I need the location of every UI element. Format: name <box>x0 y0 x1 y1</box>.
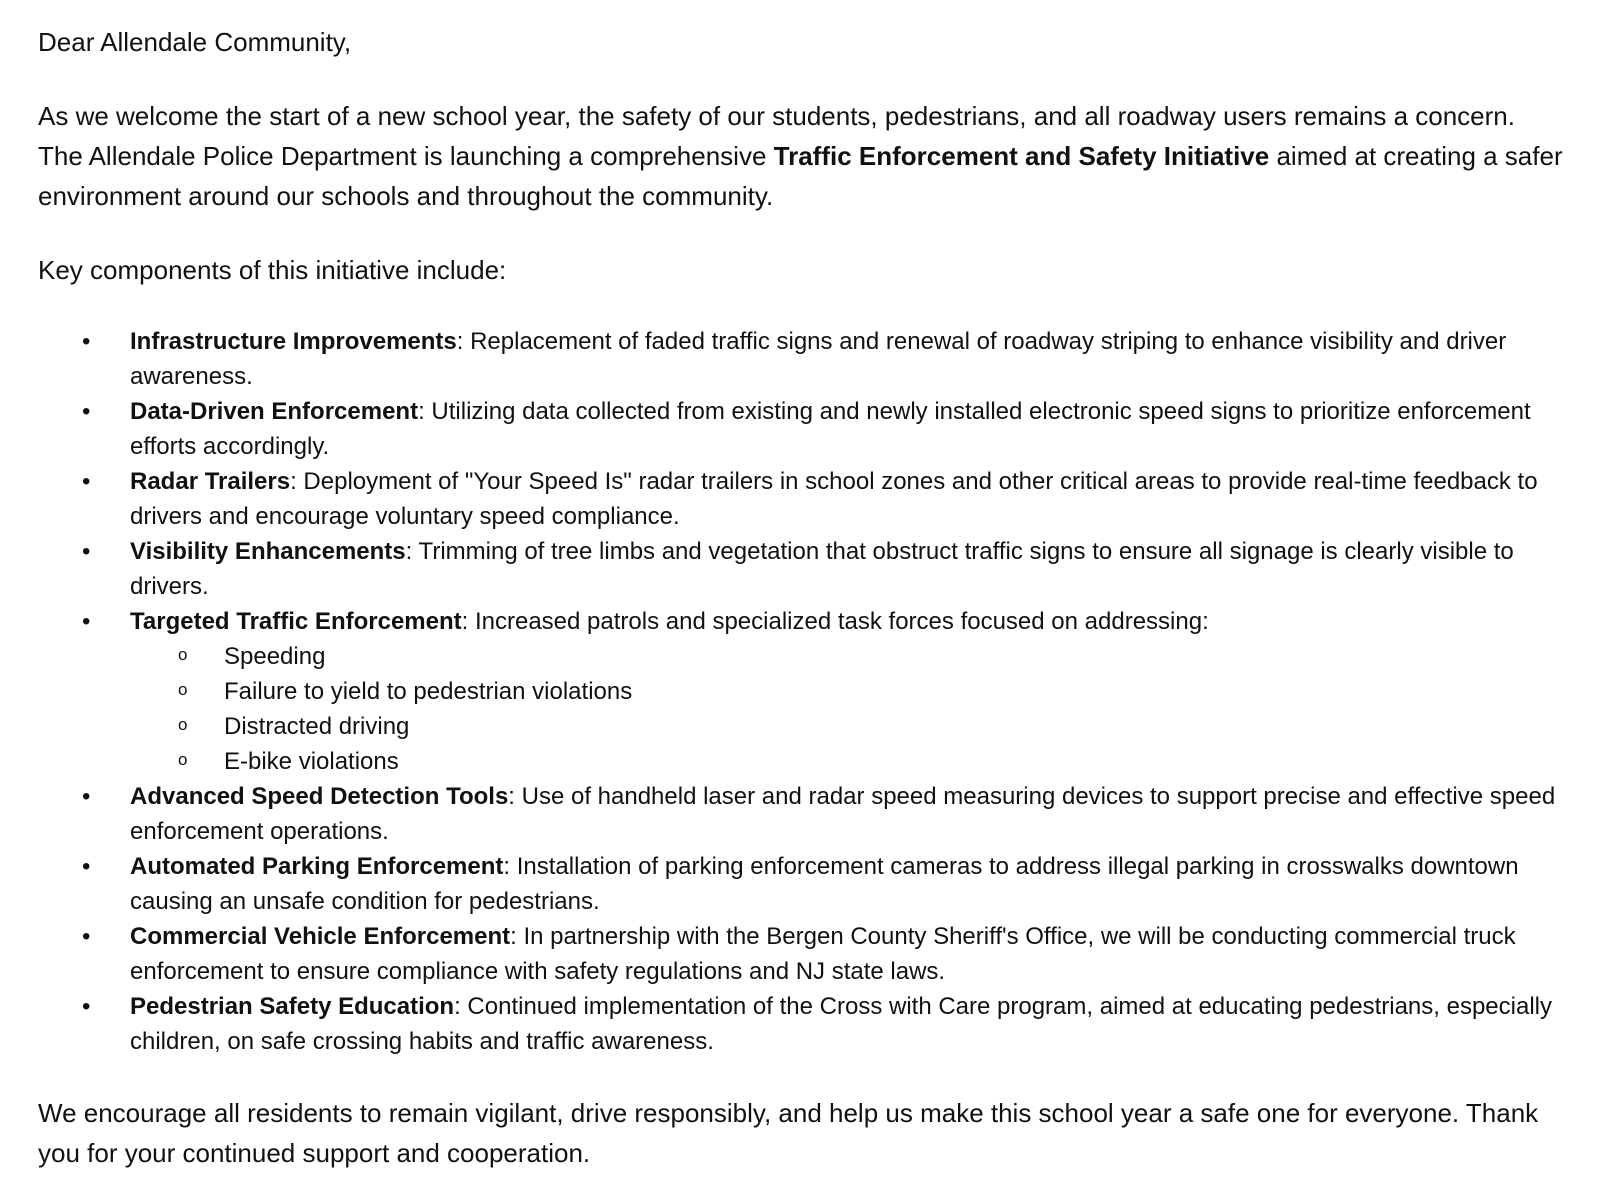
component-text: : Increased patrols and specialized task forces focused on addressing: <box>461 608 1209 635</box>
component-title: Infrastructure Improvements <box>130 328 457 355</box>
enforcement-focus-list <box>130 639 1564 779</box>
component-title: Targeted Traffic Enforcement <box>130 608 462 635</box>
intro-text-start: As we welcome the start of a new school year, the safety of our students, pedestrians, and all roadway users remains a concern. The Allendale Police Department is launching a comprehensive <box>38 101 1515 171</box>
component-text: : Replacement of faded traffic signs and renewal of roadway striping to enhance visibility and driver awareness. <box>130 328 1507 390</box>
component-text: : Deployment of "Your Speed Is" radar trailers in school zones and other critical areas to provide real-time feedback to drivers and encourage voluntary speed compliance. <box>130 468 1538 530</box>
component-text: : Installation of parking enforcement cameras to address illegal parking in crosswalks downtown causing an unsafe condition for pedestrians. <box>130 853 1519 915</box>
greeting: Dear Allendale Community, <box>38 27 352 57</box>
list-item <box>130 394 1564 464</box>
component-title: Data-Driven Enforcement <box>130 398 419 425</box>
components-list <box>38 324 1564 1059</box>
component-text: : Utilizing data collected from existing and newly installed electronic speed signs to prioritize enforcement efforts accordingly. <box>130 398 1531 460</box>
list-item <box>130 849 1564 919</box>
list-item <box>130 989 1564 1059</box>
initiative-name: Traffic Enforcement and Safety Initiative <box>773 141 1270 171</box>
list-item <box>130 464 1564 534</box>
component-title: Advanced Speed Detection Tools <box>130 783 509 810</box>
components-heading: Key components of this initiative include: <box>38 255 507 285</box>
component-title: Visibility Enhancements <box>130 538 406 565</box>
list-item <box>130 919 1564 989</box>
sub-list-item: o E-bike violations <box>224 744 1564 779</box>
component-title: Automated Parking Enforcement <box>130 853 504 880</box>
component-text: : Use of handheld laser and radar speed measuring devices to support precise and effective speed enforcement operations. <box>130 783 1556 845</box>
list-item <box>130 534 1564 604</box>
component-text: : Trimming of tree limbs and vegetation that obstruct traffic signs to ensure all signage is clearly visible to drivers. <box>130 538 1514 600</box>
list-item <box>130 779 1564 849</box>
intro-text-end: aimed at creating a safer environment around our schools and throughout the community. <box>38 141 1563 211</box>
component-title: Commercial Vehicle Enforcement <box>130 923 511 950</box>
intro-paragraph <box>38 96 1564 216</box>
sub-list-item: o Speeding <box>224 639 1564 674</box>
component-text: : In partnership with the Bergen County Sheriff's Office, we will be conducting commercial truck enforcement to ensure compliance with safety regulations and NJ state laws. <box>130 923 1516 985</box>
sub-list-item: o Failure to yield to pedestrian violations <box>224 674 1564 709</box>
component-title: Pedestrian Safety Education <box>130 993 455 1020</box>
closing-paragraph: We encourage all residents to remain vigilant, drive responsibly, and help us make this school year a safe one for everyone. Thank you for your continued support and cooperation. <box>38 1098 1539 1168</box>
list-item <box>130 604 1564 779</box>
sub-list-item: o Distracted driving <box>224 709 1564 744</box>
component-title: Radar Trailers <box>130 468 291 495</box>
component-text: : Continued implementation of the Cross with Care program, aimed at educating pedestrians, especially children, on safe crossing habits and traffic awareness. <box>130 993 1552 1055</box>
list-item <box>130 324 1564 394</box>
